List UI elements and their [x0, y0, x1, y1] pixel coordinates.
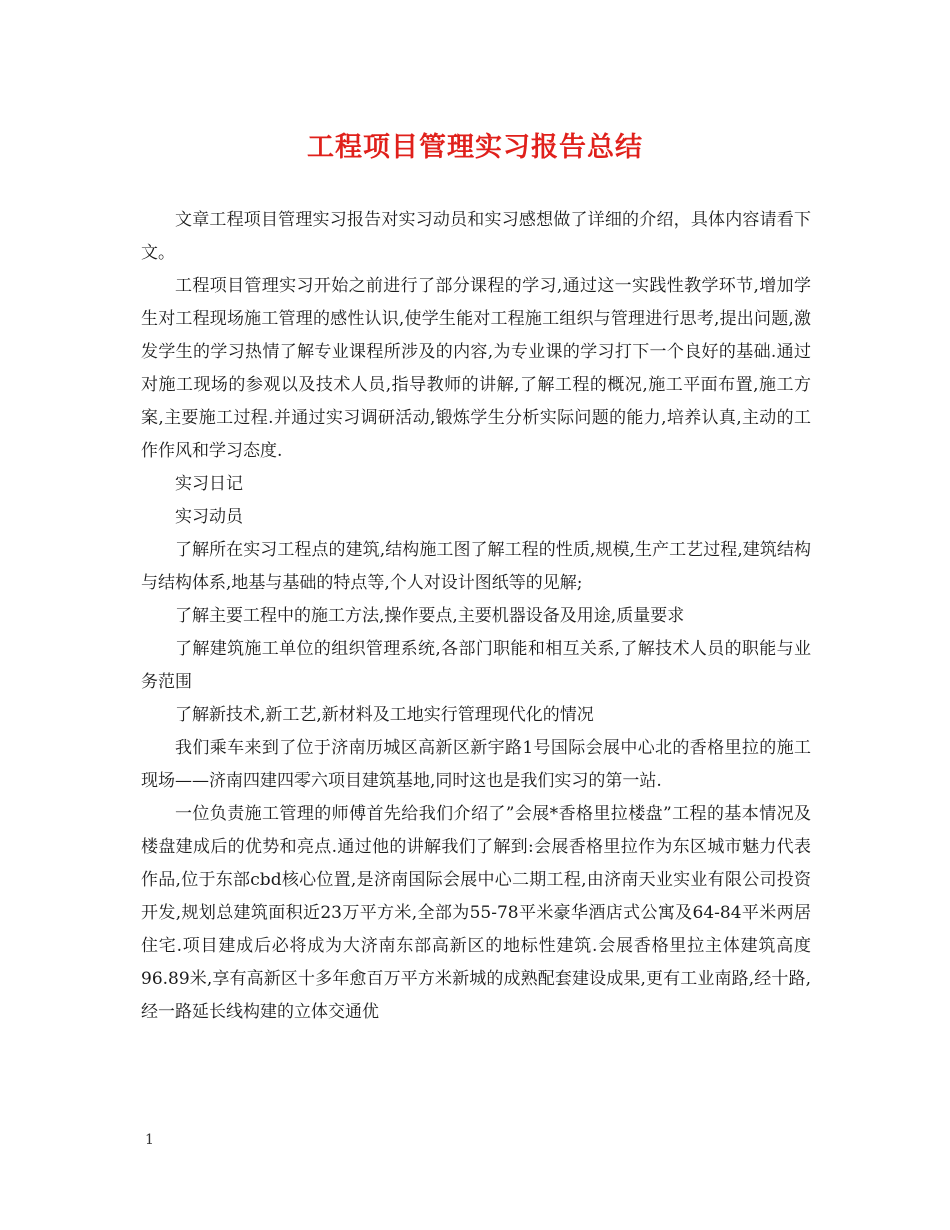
paragraph-overview: 工程项目管理实习开始之前进行了部分课程的学习,通过这一实践性教学环节,增加学生对工程现场施工管理的感性认识,使学生能对工程施工组织与管理进行思考,提出问题,激发学生的学习热情了解专业课程所涉及的内容,为专业课的学习打下一个良好的基础.通过对施工现场的参观以及技术人员,指导教师的讲解,了解工程的概况,施工平面布置,施工方案,主要施工过程.并通过实习调研活动,锻炼学生分析实际问题的能力,培养认真,主动的工作作风和学习态度.	[141, 276, 811, 461]
page-number: 1	[145, 1132, 154, 1148]
paragraph-objective-1: 了解所在实习工程点的建筑,结构施工图了解工程的性质,规模,生产工艺过程,建筑结构与结构体系,地基与基础的特点等,个人对设计图纸等的见解;	[141, 540, 811, 593]
document-title: 工程项目管理实习报告总结	[307, 132, 643, 163]
document-body	[141, 204, 811, 1029]
section-heading-diary: 实习日记	[175, 474, 243, 494]
paragraph-objective-2: 了解主要工程中的施工方法,操作要点,主要机器设备及用途,质量要求	[175, 606, 685, 626]
paragraph-objective-3: 了解建筑施工单位的组织管理系统,各部门职能和相互关系,了解技术人员的职能与业务范围	[141, 639, 811, 692]
paragraph-objective-4: 了解新技术,新工艺,新材料及工地实行管理现代化的情况	[175, 705, 594, 725]
paragraph-intro: 文章工程项目管理实习报告对实习动员和实习感想做了详细的介绍，具体内容请看下文。	[141, 210, 811, 263]
paragraph-site-visit: 我们乘车来到了位于济南历城区高新区新宇路1号国际会展中心北的香格里拉的施工现场——济南四建四零六项目建筑基地,同时这也是我们实习的第一站.	[141, 738, 811, 791]
paragraph-project-intro: 一位负责施工管理的师傅首先给我们介绍了”会展*香格里拉楼盘”工程的基本情况及楼盘建成后的优势和亮点.通过他的讲解我们了解到:会展香格里拉作为东区城市魅力代表作品,位于东部cbd核心位置,是济南国际会展中心二期工程,由济南天业实业有限公司投资开发,规划总建筑面积近23万平方米,全部为55-78平米豪华酒店式公寓及64-84平米两居住宅.项目建成后必将成为大济南东部高新区的地标性建筑.会展香格里拉主体建筑高度96.89米,享有高新区十多年愈百万平方米新城的成熟配套建设成果,更有工业南路,经十路,经一路延长线构建的立体交通优	[141, 804, 811, 1022]
section-heading-mobilization: 实习动员	[175, 507, 243, 527]
